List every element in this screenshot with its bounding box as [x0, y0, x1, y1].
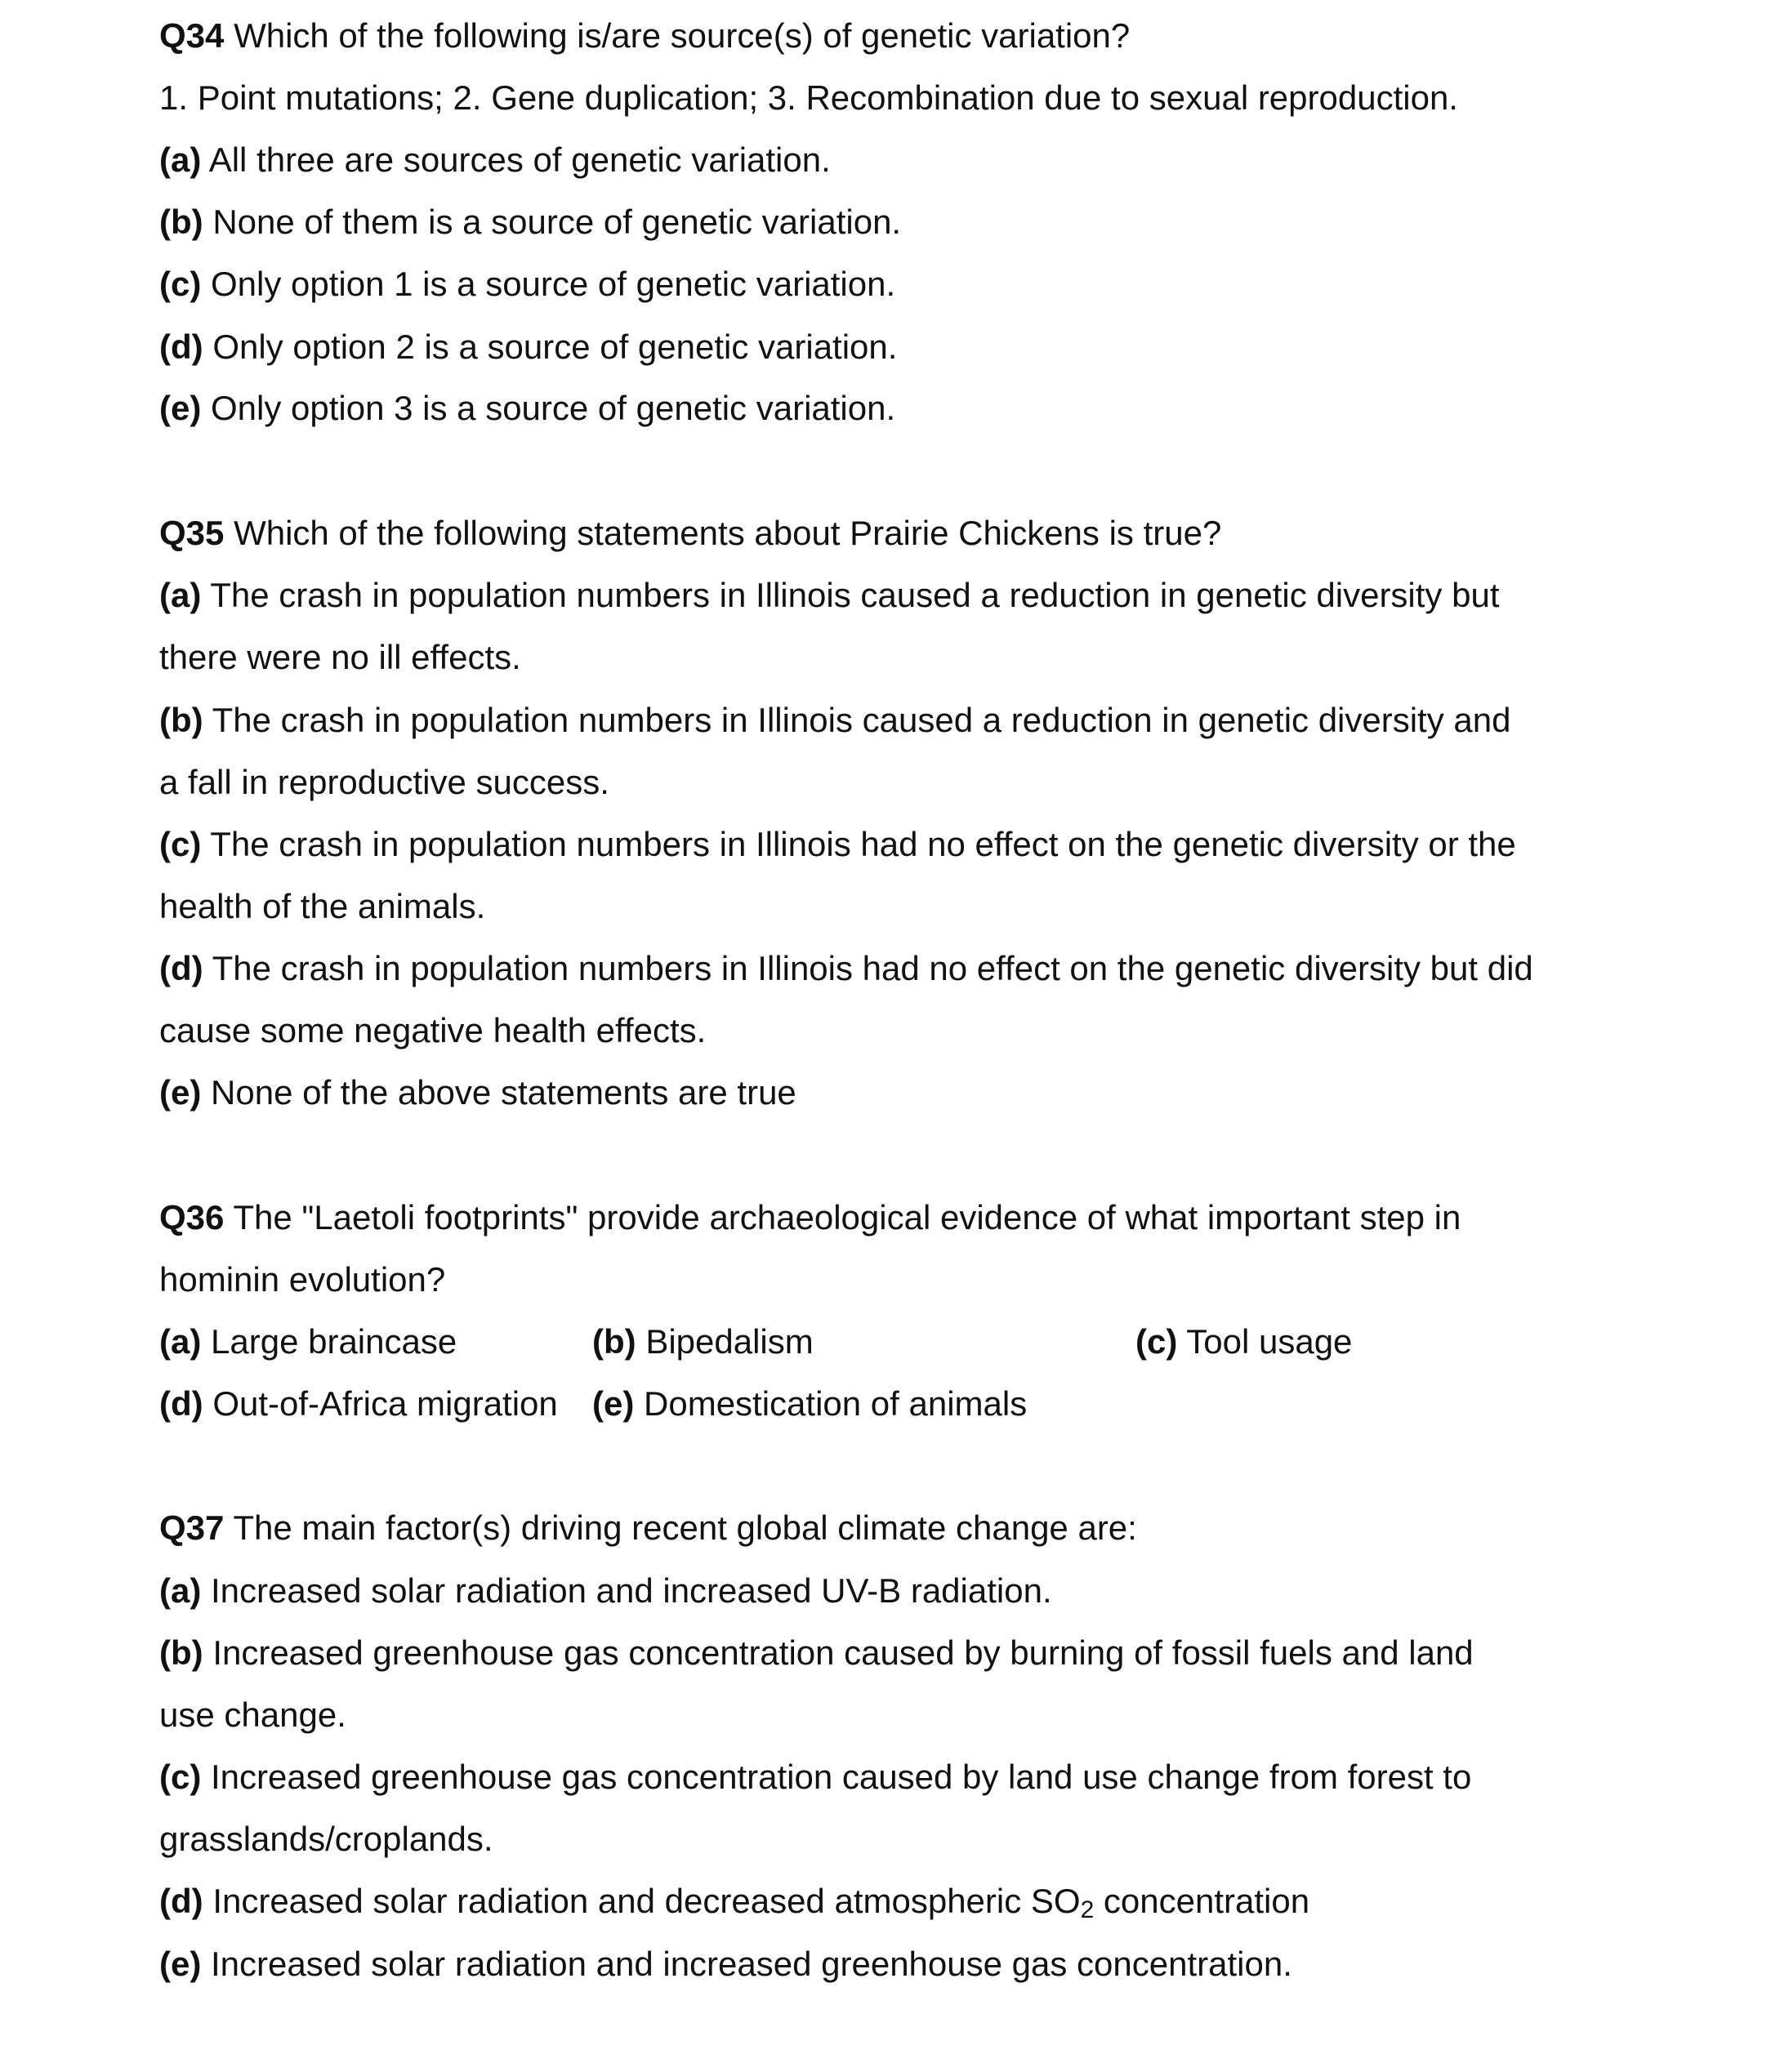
q35-option-b: [159, 697, 1510, 743]
q37-option-c: [159, 1754, 1471, 1800]
option-label: (d): [159, 1882, 203, 1920]
option-label: (b): [159, 203, 203, 241]
option-text: Increased solar radiation and decreased atmospheric SO: [212, 1882, 1081, 1920]
q37-option-a: [159, 1568, 1052, 1614]
option-label: (d): [159, 949, 203, 987]
option-text: The crash in population numbers in Illinois caused a reduction in genetic diversity and: [212, 701, 1511, 739]
q36-question: [159, 1195, 1461, 1241]
option-label: (a): [159, 1322, 202, 1361]
q37-option-d: [159, 1878, 1309, 1933]
option-text: Increased solar radiation and increased greenhouse gas concentration.: [211, 1945, 1292, 1983]
option-text: Large braincase: [211, 1322, 457, 1361]
option-text: Out-of-Africa migration: [212, 1384, 558, 1423]
q37-option-c-cont: grasslands/croplands.: [159, 1820, 493, 1858]
q37-question: [159, 1505, 1137, 1551]
option-label: (c): [159, 265, 202, 303]
q34-option-a: [159, 137, 831, 183]
question-text: The main factor(s) driving recent global climate change are:: [233, 1508, 1137, 1547]
q37-option-b-cont: use change.: [159, 1695, 346, 1734]
q35-option-d: [159, 946, 1533, 991]
q35-option-d-cont: cause some negative health effects.: [159, 1011, 707, 1049]
option-label: (c): [159, 1758, 202, 1796]
option-label: (e): [159, 389, 202, 427]
option-label: (b): [592, 1322, 636, 1361]
option-text: None of them is a source of genetic variation.: [212, 203, 902, 241]
option-label: (c): [1135, 1322, 1178, 1361]
option-text: The crash in population numbers in Illinois had no effect on the genetic diversity or the: [210, 825, 1516, 863]
question-number: Q36: [159, 1198, 225, 1237]
q35-option-c-cont: health of the animals.: [159, 887, 486, 925]
option-label: (d): [159, 1384, 203, 1423]
q37-option-e: [159, 1941, 1292, 1987]
option-text: Only option 2 is a source of genetic variation.: [212, 328, 898, 366]
q37-option-b: [159, 1630, 1474, 1676]
question-number: Q35: [159, 514, 225, 552]
option-text: Tool usage: [1186, 1322, 1353, 1361]
option-text: All three are sources of genetic variation.: [208, 140, 831, 179]
q36-option-a: [159, 1319, 457, 1365]
option-text: Increased solar radiation and increased UV-B radiation.: [211, 1571, 1052, 1610]
question-number: Q34: [159, 16, 225, 55]
option-label: (d): [159, 328, 203, 366]
q34-option-d: [159, 324, 897, 370]
q35-option-a-cont: there were no ill effects.: [159, 638, 521, 676]
subscript: 2: [1080, 1896, 1095, 1923]
option-label: (e): [159, 1945, 202, 1983]
option-text: Only option 3 is a source of genetic variation.: [211, 389, 896, 427]
option-label: (a): [159, 1571, 202, 1610]
question-text: Which of the following statements about Prairie Chickens is true?: [234, 514, 1222, 552]
question-number: Q37: [159, 1508, 225, 1547]
q36-option-d: [159, 1381, 558, 1427]
q35-option-c: [159, 822, 1516, 867]
q34-option-b: [159, 199, 901, 245]
option-text-after: concentration: [1094, 1882, 1310, 1920]
option-text: Domestication of animals: [644, 1384, 1028, 1423]
option-text: Only option 1 is a source of genetic variation.: [211, 265, 896, 303]
option-text: The crash in population numbers in Illinois caused a reduction in genetic diversity but: [210, 576, 1500, 614]
option-label: (e): [592, 1384, 635, 1423]
q36-option-e: [592, 1381, 1027, 1427]
option-label: (a): [159, 140, 202, 179]
option-label: (a): [159, 576, 202, 614]
option-label: (b): [159, 1633, 203, 1672]
question-text: Which of the following is/are source(s) of genetic variation?: [234, 16, 1131, 55]
q35-question: [159, 510, 1221, 556]
option-label: (e): [159, 1073, 202, 1112]
option-text: The crash in population numbers in Illinois had no effect on the genetic diversity but did: [212, 949, 1533, 987]
question-text: The "Laetoli footprints" provide archaeological evidence of what important step in: [233, 1198, 1461, 1237]
q36-question-cont: hominin evolution?: [159, 1260, 446, 1299]
q34-question: [159, 13, 1130, 59]
option-text: Increased greenhouse gas concentration caused by burning of fossil fuels and land: [212, 1633, 1474, 1672]
q35-option-e: [159, 1070, 796, 1116]
option-text: None of the above statements are true: [211, 1073, 796, 1112]
q35-option-b-cont: a fall in reproductive success.: [159, 763, 609, 801]
option-label: (b): [159, 701, 203, 739]
q34-option-e: [159, 385, 895, 431]
option-text: Increased greenhouse gas concentration caused by land use change from forest to: [211, 1758, 1472, 1796]
q34-option-c: [159, 261, 895, 307]
q36-option-b: [592, 1319, 814, 1365]
option-text: Bipedalism: [645, 1322, 814, 1361]
option-label: (c): [159, 825, 202, 863]
q36-option-c: [1135, 1319, 1352, 1365]
q35-option-a: [159, 573, 1500, 618]
q34-statement: 1. Point mutations; 2. Gene duplication; 3. Recombination due to sexual reproduction.: [159, 78, 1458, 117]
